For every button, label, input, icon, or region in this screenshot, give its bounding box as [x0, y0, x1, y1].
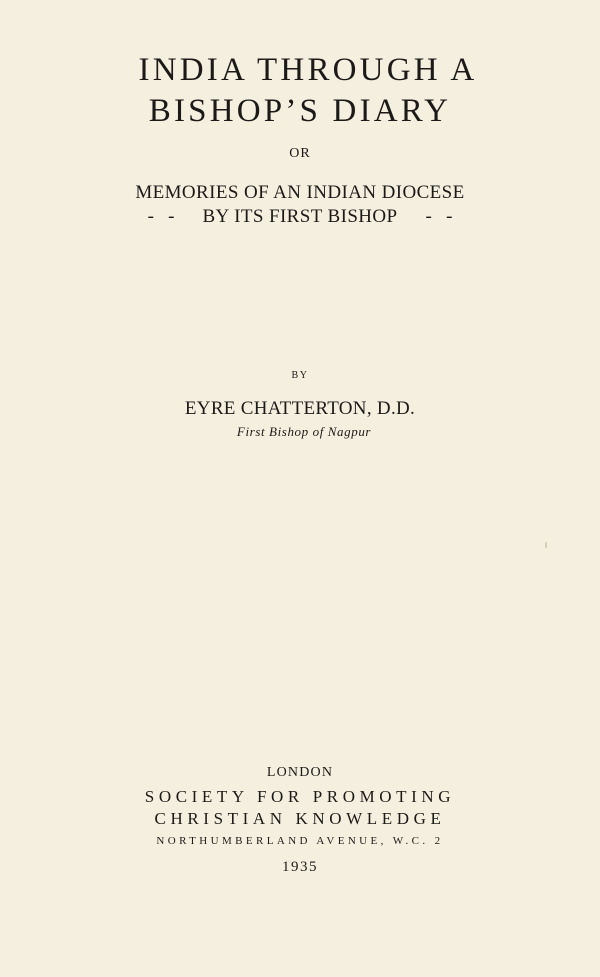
paper-speck [545, 542, 547, 548]
subtitle-line-2-text: BY ITS FIRST BISHOP [202, 206, 398, 227]
publication-year: 1935 [282, 859, 318, 875]
book-title-line-2: BISHOP’S DIARY [148, 93, 452, 129]
book-title-line-1: INDIA THROUGH A [138, 52, 478, 88]
decorative-dashes-left: - - [147, 206, 175, 227]
subtitle-line-2 [0, 206, 600, 228]
alternate-title-connector: OR [289, 146, 311, 161]
by-label: BY [291, 370, 309, 381]
publisher-name-line-2: CHRISTIAN KNOWLEDGE [154, 809, 446, 828]
author-name: EYRE CHATTERTON, D.D. [184, 398, 416, 419]
publisher-name-line-1: SOCIETY FOR PROMOTING [144, 787, 456, 806]
author-title: First Bishop of Nagpur [236, 424, 372, 439]
subtitle-line-1: MEMORIES OF AN INDIAN DIOCESE [135, 182, 465, 203]
publisher-address: NORTHUMBERLAND AVENUE, W.C. 2 [156, 835, 444, 847]
decorative-dashes-right: - - [425, 206, 453, 227]
publisher-city: LONDON [266, 765, 334, 780]
